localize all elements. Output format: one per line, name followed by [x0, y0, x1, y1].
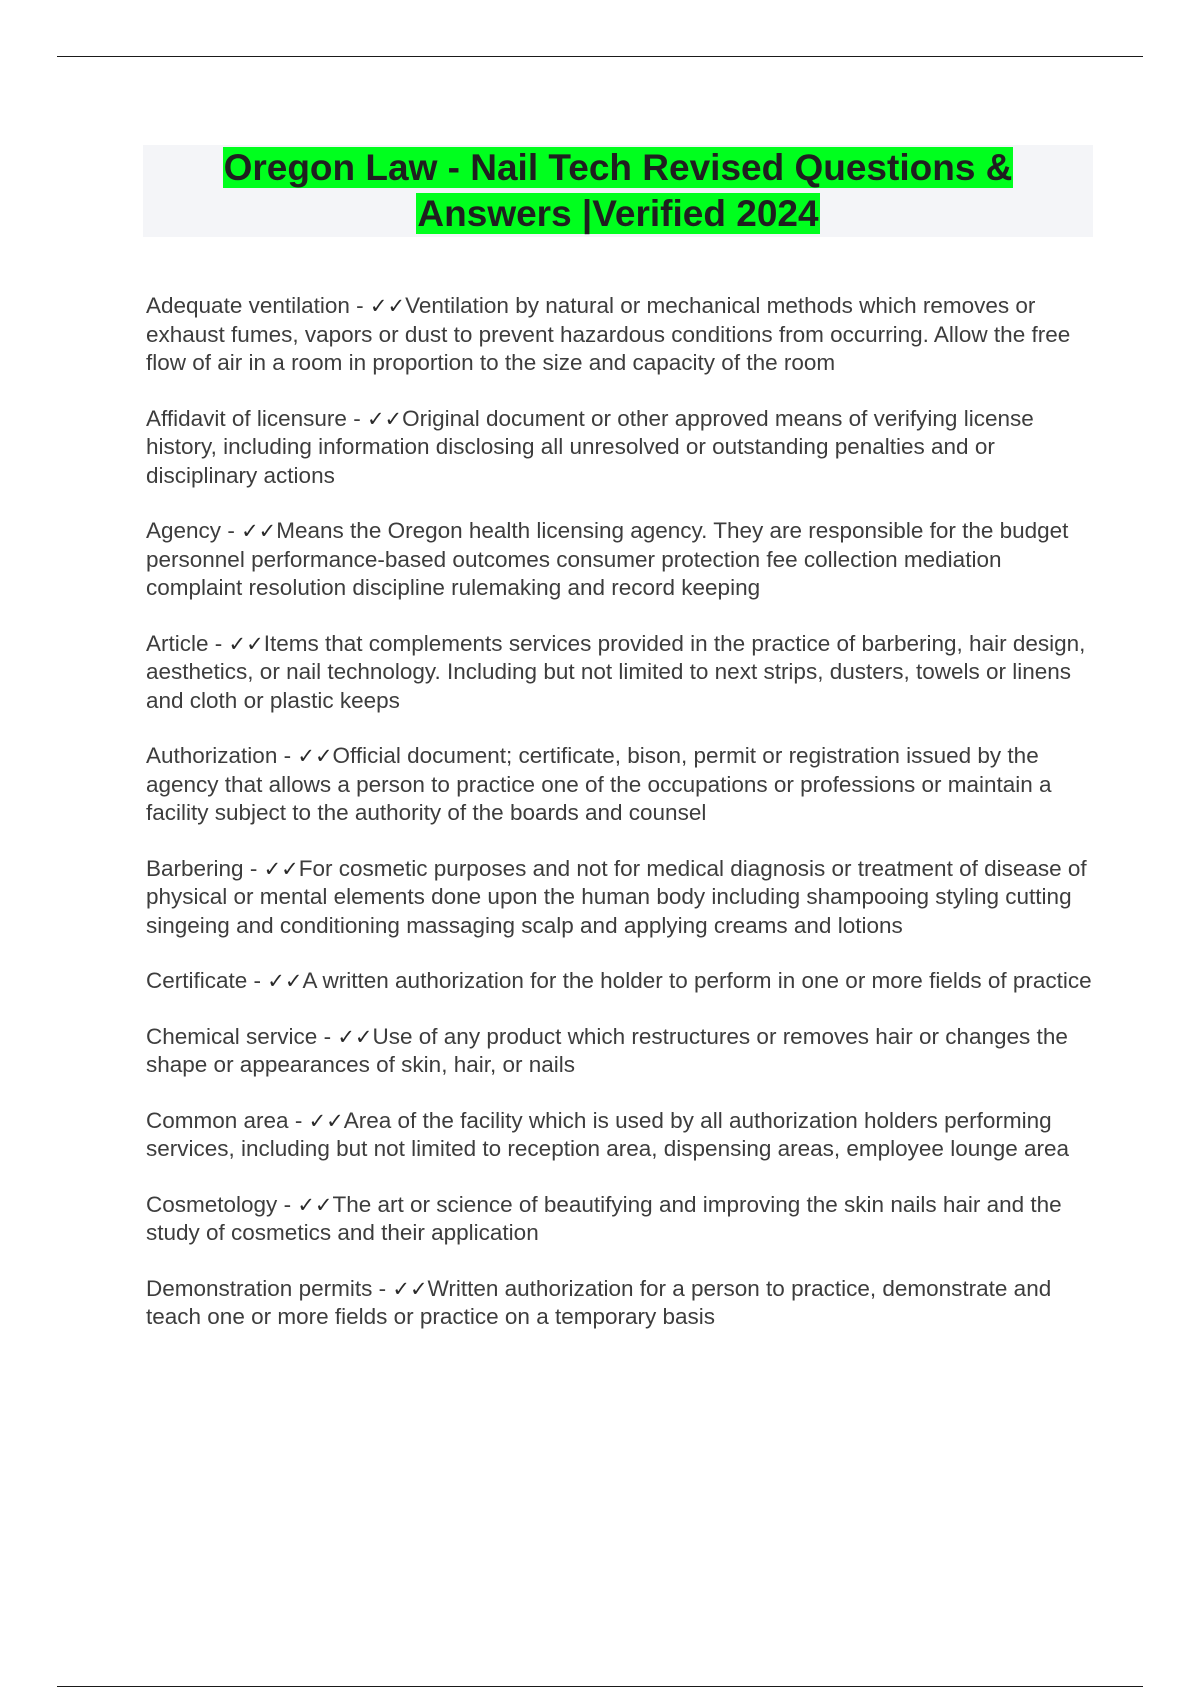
entry-separator: -: [349, 293, 370, 318]
entry-separator: -: [346, 405, 367, 431]
double-check-icon: ✓✓: [366, 406, 403, 431]
glossary-entry: [146, 630, 1096, 716]
entry-term: Adequate ventilation: [146, 293, 350, 318]
entry-separator: -: [372, 1275, 393, 1301]
double-check-icon: ✓✓: [297, 1192, 333, 1217]
double-check-icon: ✓✓: [263, 856, 299, 881]
entry-definition: The art or science of beautifying and improving the skin nails hair and the study of cosmetics and their application: [146, 1191, 1062, 1245]
entry-term: Demonstration permits: [146, 1275, 373, 1301]
document-title: [168, 145, 1068, 237]
glossary-entry: [146, 967, 1096, 996]
glossary-entry: [146, 517, 1096, 603]
entry-definition: Written authorization for a person to practice, demonstrate and teach one or more fields or practice on a temporary basis: [146, 1275, 1052, 1329]
entry-definition: For cosmetic purposes and not for medical diagnosis or treatment of disease of physical or mental elements done upon the human body including shampooing styling cutting singeing and conditioning massaging scalp and applying creams and lotions: [146, 855, 1087, 938]
double-check-icon: ✓✓: [297, 744, 333, 768]
entry-separator: -: [288, 1107, 309, 1133]
entry-separator: -: [277, 1191, 298, 1217]
glossary-entry: [146, 1275, 1096, 1332]
double-check-icon: ✓✓: [267, 969, 303, 993]
glossary-entry: [146, 292, 1096, 378]
entry-term: Barbering: [146, 855, 244, 881]
entry-term: Common area: [146, 1107, 289, 1133]
entry-definition: Means the Oregon health licensing agency. They are responsible for the budget personnel performance-based outcomes consumer protection fee collection mediation complaint resolution discipline rulemaking and record keeping: [146, 518, 1069, 600]
double-check-icon: ✓✓: [308, 1108, 344, 1133]
entry-separator: -: [317, 1023, 338, 1049]
entry-definition: Area of the facility which is used by all authorization holders performing services, including but not limited to reception area, dispensing areas, employee lounge area: [146, 1107, 1070, 1161]
entry-definition: Official document; certificate, bison, permit or registration issued by the agency that allows a person to practice one of the occupations or professions or maintain a facility subject to the authority of the boards and counsel: [146, 743, 1052, 825]
double-check-icon: ✓✓: [369, 294, 406, 318]
bottom-rule: [57, 1686, 1143, 1687]
title-banner: [143, 145, 1093, 237]
glossary-entry: [146, 1107, 1096, 1164]
double-check-icon: ✓✓: [241, 519, 277, 543]
double-check-icon: ✓✓: [337, 1024, 373, 1049]
entry-term: Certificate: [146, 968, 248, 993]
entry-separator: -: [243, 855, 264, 881]
entry-term: Affidavit of licensure: [146, 405, 347, 431]
glossary-entry: [146, 855, 1096, 941]
entry-separator: -: [277, 743, 298, 768]
glossary-entry: [146, 742, 1096, 828]
entry-term: Article: [146, 630, 209, 656]
glossary-entry: [146, 1191, 1096, 1248]
document-title-text: Oregon Law - Nail Tech Revised Questions & Answers |Verified 2024: [223, 147, 1013, 234]
glossary-entry: [146, 405, 1096, 491]
glossary-entry: [146, 1023, 1096, 1080]
glossary-list: [146, 292, 1096, 1359]
entry-term: Authorization: [146, 743, 278, 768]
entry-definition: Items that complements services provided in the practice of barbering, hair design, aesthetics, or nail technology. Including but not limited to next strips, dusters, towels or linens and cloth or plastic keeps: [146, 630, 1086, 713]
double-check-icon: ✓✓: [228, 631, 264, 656]
entry-separator: -: [221, 518, 242, 543]
entry-term: Cosmetology: [146, 1191, 278, 1217]
entry-term: Chemical service: [146, 1023, 318, 1049]
entry-separator: -: [247, 968, 268, 993]
entry-definition: Ventilation by natural or mechanical methods which removes or exhaust fumes, vapors or dust to prevent hazardous conditions from occurring. Allow the free flow of air in a room in proportion to the size and capacity of the room: [146, 293, 1071, 375]
entry-separator: -: [208, 630, 229, 656]
top-rule: [57, 56, 1143, 57]
entry-definition: A written authorization for the holder to perform in one or more fields of practice: [302, 968, 1092, 993]
entry-definition: Use of any product which restructures or removes hair or changes the shape or appearances of skin, hair, or nails: [146, 1023, 1068, 1077]
entry-definition: Original document or other approved means of verifying license history, including information disclosing all unresolved or outstanding penalties and or disciplinary actions: [146, 405, 1034, 488]
double-check-icon: ✓✓: [392, 1276, 428, 1301]
entry-term: Agency: [146, 518, 222, 543]
